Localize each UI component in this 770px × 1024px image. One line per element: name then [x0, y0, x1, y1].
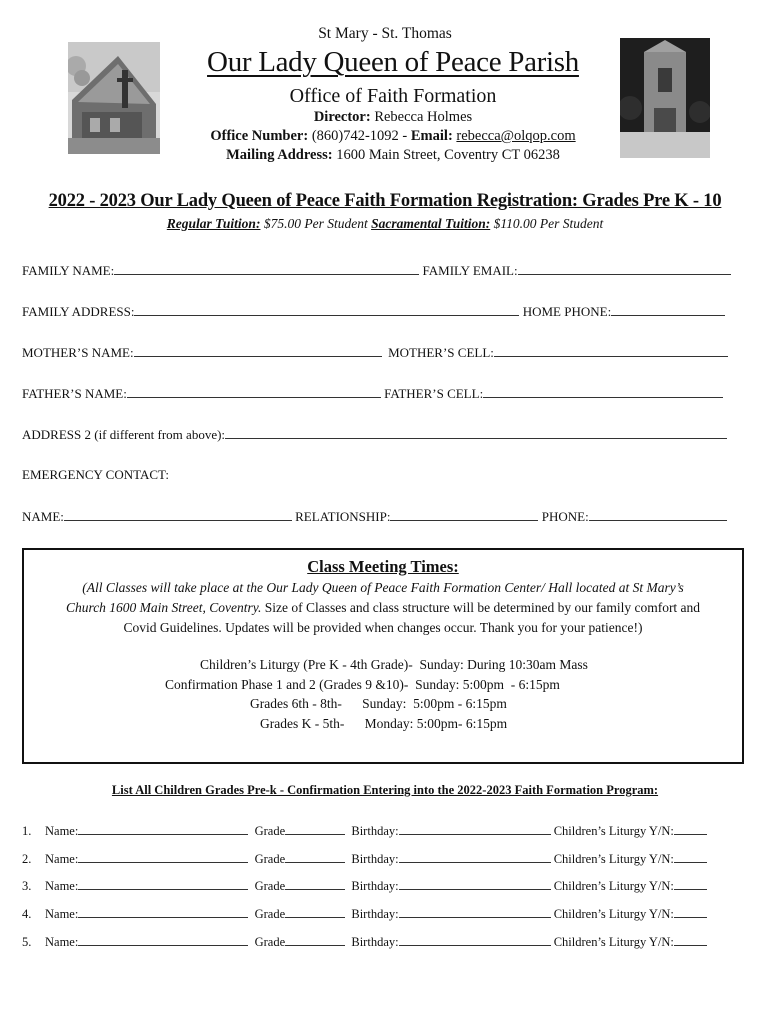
child-liturgy-label: Children’s Liturgy Y/N:	[553, 907, 674, 921]
child-grade-label: Grade	[254, 852, 286, 866]
emergency-name-label: NAME:	[22, 509, 64, 524]
class-meeting-title: Class Meeting Times:	[307, 557, 459, 576]
family-name-row	[22, 262, 746, 278]
schedule-grades-6-8: Grades 6th - 8th- Sunday: 5:00pm - 6:15pm	[250, 696, 507, 711]
child-name-field[interactable]	[78, 933, 248, 946]
child-name-label: Name:	[45, 852, 79, 866]
family-address-field[interactable]	[134, 303, 519, 316]
child-birthday-label: Birthday:	[351, 879, 399, 893]
children-list-heading: List All Children Grades Pre-k - Confirmation Entering into the 2022-2023 Faith Formation Program:	[111, 783, 659, 797]
mailing-line	[0, 146, 770, 165]
schedule-confirmation: Confirmation Phase 1 and 2 (Grades 9 &10)- Sunday: 5:00pm - 6:15pm	[165, 676, 560, 692]
child-birthday-label: Birthday:	[351, 935, 399, 949]
child-birthday-field[interactable]	[399, 822, 551, 835]
address2-field[interactable]	[225, 426, 727, 439]
note-line-1: (All Classes will take place at the Our Lady Queen of Peace Faith Formation Center/ Hall located at St Mary’s	[82, 580, 684, 595]
mothers-name-label: MOTHER’S NAME:	[22, 345, 134, 360]
child-row-number: 1.	[22, 824, 32, 838]
mother-row	[22, 344, 746, 360]
child-grade-label: Grade	[254, 879, 286, 893]
child-liturgy-field[interactable]	[674, 850, 707, 863]
mailing-label: Mailing Address:	[226, 147, 333, 163]
note-line-2: Size of Classes and class structure will be determined by our family comfort and	[261, 600, 701, 615]
child-grade-field[interactable]	[285, 905, 345, 918]
office-name: Office of Faith Formation	[289, 85, 497, 107]
family-name-label: FAMILY NAME:	[22, 263, 115, 278]
child-name-field[interactable]	[78, 877, 248, 890]
child-row-number: 4.	[22, 907, 32, 921]
schedule-childrens-liturgy: Children’s Liturgy (Pre K - 4th Grade)- Sunday: During 10:30am Mass	[200, 657, 588, 672]
child-birthday-label: Birthday:	[351, 907, 399, 921]
mothers-cell-field[interactable]	[494, 344, 728, 357]
note-line-2-italic: Church 1600 Main Street, Coventry.	[65, 600, 262, 615]
phone-label: PHONE:	[541, 509, 589, 524]
parish-name: Our Lady Queen of Peace Parish	[207, 46, 579, 78]
child-name-label: Name:	[45, 879, 79, 893]
child-row	[22, 933, 746, 949]
fathers-cell-label: FATHER’S CELL:	[384, 386, 484, 401]
mothers-cell-label: MOTHER’S CELL:	[388, 345, 494, 360]
child-birthday-field[interactable]	[399, 850, 551, 863]
family-email-field[interactable]	[518, 262, 731, 275]
mothers-name-field[interactable]	[134, 344, 382, 357]
child-grade-field[interactable]	[285, 933, 345, 946]
child-liturgy-field[interactable]	[674, 877, 707, 890]
tuition-line	[0, 216, 770, 232]
child-birthday-field[interactable]	[399, 905, 551, 918]
emergency-contact-label: EMERGENCY CONTACT:	[22, 467, 169, 482]
child-liturgy-label: Children’s Liturgy Y/N:	[553, 852, 674, 866]
mailing-address: 1600 Main Street, Coventry CT 06238	[332, 147, 560, 163]
office-number-label: Office Number:	[210, 128, 309, 144]
fathers-name-label: FATHER’S NAME:	[22, 386, 127, 401]
child-row	[22, 822, 746, 838]
child-name-label: Name:	[45, 907, 79, 921]
child-grade-field[interactable]	[285, 850, 345, 863]
child-birthday-label: Birthday:	[351, 852, 399, 866]
email-label: Email:	[410, 128, 453, 144]
home-phone-label: HOME PHONE:	[522, 304, 612, 319]
fathers-cell-field[interactable]	[483, 385, 723, 398]
child-row-number: 2.	[22, 852, 32, 866]
office-number: (860)742-1092 -	[308, 128, 411, 144]
child-name-label: Name:	[45, 824, 79, 838]
regular-tuition: $75.00 Per Student	[260, 216, 372, 231]
family-email-label: FAMILY EMAIL:	[422, 263, 518, 278]
schedule-grades-k-5: Grades K - 5th- Monday: 5:00pm- 6:15pm	[260, 715, 508, 731]
child-liturgy-label: Children’s Liturgy Y/N:	[553, 824, 674, 838]
child-name-field[interactable]	[78, 905, 248, 918]
class-meeting-note	[24, 578, 742, 638]
director-line	[0, 108, 770, 127]
note-line-3: Covid Guidelines. Updates will be provided when changes occur. Thank you for your patience!)	[123, 620, 643, 635]
sacramental-tuition-label: Sacramental Tuition:	[371, 216, 491, 231]
director-label: Director:	[313, 109, 371, 125]
form-title: 2022 - 2023 Our Lady Queen of Peace Faith Formation Registration: Grades Pre K - 10	[48, 191, 722, 211]
child-row-number: 3.	[22, 879, 32, 893]
fathers-name-field[interactable]	[127, 385, 381, 398]
address2-label: ADDRESS 2 (if different from above):	[22, 427, 226, 442]
child-name-label: Name:	[45, 935, 79, 949]
relationship-label: RELATIONSHIP:	[295, 509, 391, 524]
child-grade-label: Grade	[254, 824, 286, 838]
phone-field[interactable]	[589, 508, 727, 521]
child-birthday-field[interactable]	[399, 933, 551, 946]
father-row	[22, 385, 746, 401]
child-liturgy-label: Children’s Liturgy Y/N:	[553, 879, 674, 893]
child-name-field[interactable]	[78, 822, 248, 835]
child-name-field[interactable]	[78, 850, 248, 863]
child-grade-field[interactable]	[285, 822, 345, 835]
child-grade-label: Grade	[254, 935, 286, 949]
child-row	[22, 905, 746, 921]
child-row	[22, 850, 746, 866]
child-birthday-field[interactable]	[399, 877, 551, 890]
regular-tuition-label: Regular Tuition:	[166, 216, 261, 231]
email-link[interactable]: rebecca@olqop.com	[456, 128, 576, 144]
director-name: Rebecca Holmes	[370, 109, 473, 125]
emergency-name-field[interactable]	[64, 508, 292, 521]
child-grade-field[interactable]	[285, 877, 345, 890]
office-number-line	[0, 127, 770, 146]
child-row	[22, 877, 746, 893]
child-liturgy-label: Children’s Liturgy Y/N:	[553, 935, 674, 949]
address2-row	[22, 426, 746, 442]
parish-pair: St Mary - St. Thomas	[318, 25, 452, 42]
child-liturgy-field[interactable]	[674, 905, 707, 918]
family-name-field[interactable]	[114, 262, 419, 275]
child-birthday-label: Birthday:	[351, 824, 399, 838]
child-liturgy-field[interactable]	[674, 933, 707, 946]
family-address-label: FAMILY ADDRESS:	[22, 304, 135, 319]
emergency-name-row	[22, 508, 746, 524]
sacramental-tuition: $110.00 Per Student	[490, 216, 604, 231]
emergency-contact-row	[22, 467, 746, 483]
schedule-list	[24, 655, 742, 733]
home-phone-field[interactable]	[611, 303, 725, 316]
class-meeting-box	[22, 548, 744, 764]
family-address-row	[22, 303, 746, 319]
child-row-number: 5.	[22, 935, 32, 949]
child-liturgy-field[interactable]	[674, 822, 707, 835]
relationship-field[interactable]	[390, 508, 538, 521]
child-grade-label: Grade	[254, 907, 286, 921]
